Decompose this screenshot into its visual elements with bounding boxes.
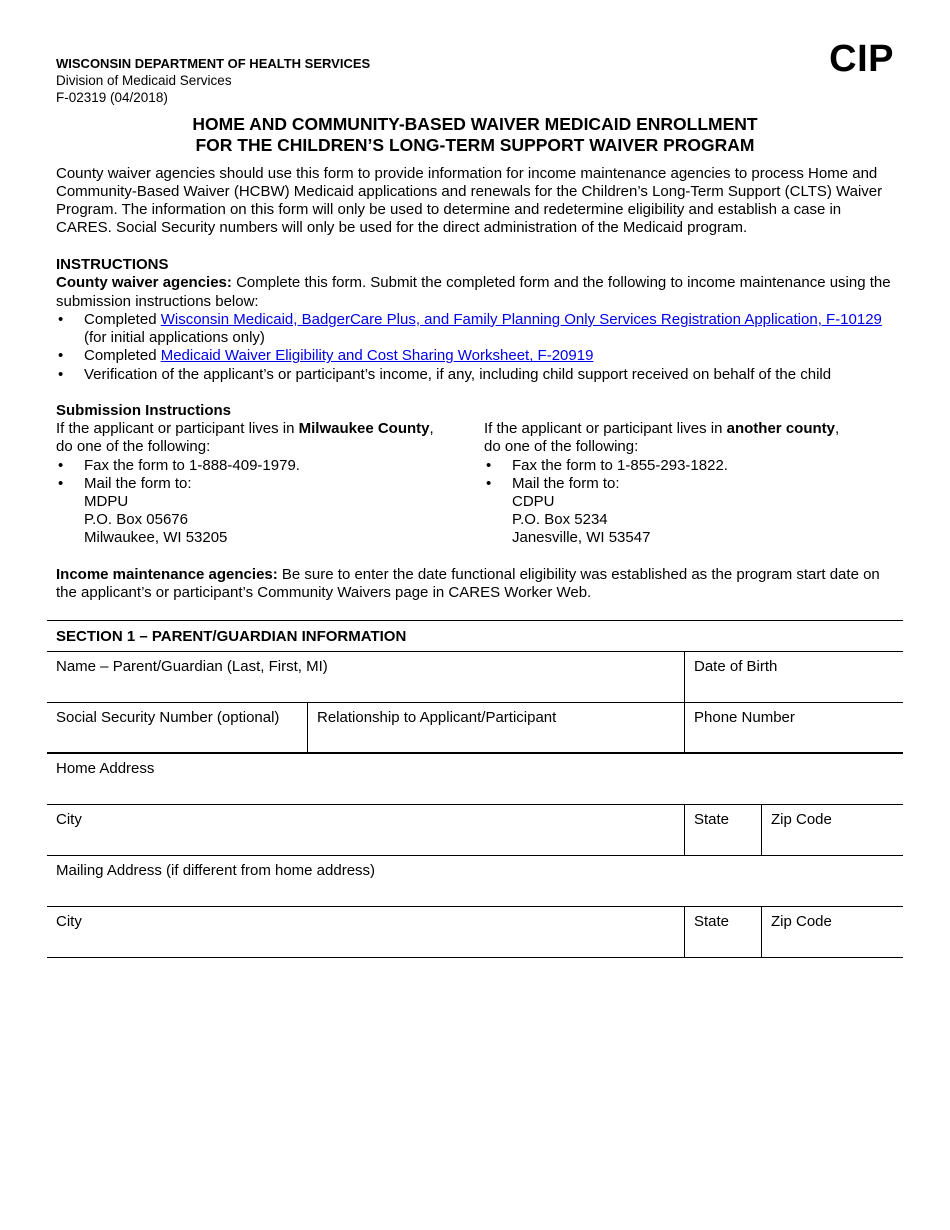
worksheet-link[interactable]: Medicaid Waiver Eligibility and Cost Sharing Worksheet, F-20919	[160, 347, 594, 365]
address-line: CDPU	[512, 493, 555, 511]
address-line: P.O. Box 5234	[512, 511, 608, 529]
list-item: • Fax the form to 1-855-293-1822.	[484, 457, 898, 475]
agency-name: WISCONSIN DEPARTMENT OF HEALTH SERVICES	[56, 56, 371, 71]
other-county-column	[484, 420, 898, 547]
form-code: CIP	[829, 38, 894, 80]
address-line: Milwaukee, WI 53205	[84, 529, 228, 547]
dob-field[interactable]	[685, 652, 903, 702]
name-field[interactable]	[47, 652, 685, 702]
address-line: Janesville, WI 53547	[512, 529, 651, 547]
ssn-field[interactable]	[47, 703, 308, 752]
city-field[interactable]	[47, 805, 685, 855]
field-label: Name – Parent/Guardian (Last, First, MI)	[56, 658, 328, 675]
form-row-mailing-city	[47, 907, 903, 958]
milwaukee-intro	[56, 420, 484, 438]
intro-suffix: ,	[429, 420, 434, 438]
item-prefix: Completed	[84, 310, 161, 328]
field-label: State	[694, 913, 730, 930]
form-header	[56, 55, 370, 106]
home-address-field[interactable]	[47, 754, 903, 804]
other-county-intro	[484, 420, 898, 438]
division-name: Division of Medicaid Services	[56, 73, 232, 88]
mailing-address-field[interactable]	[47, 856, 903, 906]
field-label: Relationship to Applicant/Participant	[317, 709, 557, 726]
intro-paragraph: County waiver agencies should use this form to provide information for income maintenance agencies to process Home and Community-Based Waiver (HCBW) Medicaid applications and renewals for the Children’s Long-Term Support (CLTS) Waiver Program. The information on this form will only be used to determine and redetermine eligibility and establish a case in CARES. Social Security numbers will only be used for the direct administration of the Medicaid program.	[56, 165, 883, 236]
instructions-heading: INSTRUCTIONS	[56, 256, 169, 273]
field-label: Home Address	[56, 760, 155, 777]
field-label: Social Security Number (optional)	[56, 709, 280, 726]
list-item: • Fax the form to 1-888-409-1979.	[56, 457, 484, 475]
milwaukee-column	[56, 420, 484, 547]
field-label: State	[694, 811, 730, 828]
income-text: Be sure to enter the date functional eligibility was established as the program start date on the applicant’s or participant’s Community Waivers page in CARES Worker Web.	[56, 566, 880, 601]
field-label: City	[56, 913, 82, 930]
item-suffix: (for initial applications only)	[84, 329, 265, 347]
field-label: City	[56, 811, 82, 828]
form-row-name	[47, 652, 903, 703]
field-label: Mailing Address (if different from home address)	[56, 862, 376, 879]
relationship-field[interactable]	[308, 703, 685, 752]
submission-instructions	[56, 402, 898, 548]
form-row-home-city	[47, 805, 903, 856]
instructions-lead	[56, 274, 898, 311]
instructions-list	[56, 311, 898, 384]
field-label: Phone Number	[694, 709, 795, 726]
mail-label: • Mail the form to:	[512, 474, 620, 492]
section-title: SECTION 1 – PARENT/GUARDIAN INFORMATION	[47, 620, 903, 652]
list-item	[56, 311, 898, 348]
title-line-1: HOME AND COMMUNITY-BASED WAIVER MEDICAID ENROLLMENT	[192, 114, 758, 134]
intro-bold: Milwaukee County	[298, 420, 430, 438]
state-field[interactable]	[685, 805, 762, 855]
field-label: Zip Code	[771, 913, 832, 930]
list-item: • Verification of the applicant’s or participant’s income, if any, including child support received on behalf of the child	[56, 366, 898, 384]
income-maintenance-note	[56, 566, 898, 602]
intro-prefix: If the applicant or participant lives in	[56, 420, 299, 438]
other-county-intro-line2: do one of the following:	[484, 438, 639, 456]
income-bold: Income maintenance agencies:	[56, 566, 278, 583]
address-line: P.O. Box 05676	[84, 511, 188, 529]
form-row-home-address	[47, 754, 903, 805]
mailing-zip-field[interactable]	[762, 907, 903, 957]
zip-field[interactable]	[762, 805, 903, 855]
submission-columns	[56, 420, 898, 547]
list-item	[484, 475, 898, 548]
lead-bold: County waiver agencies:	[56, 274, 232, 292]
mailing-city-field[interactable]	[47, 907, 685, 957]
title-line-2: FOR THE CHILDREN’S LONG-TERM SUPPORT WAIVER PROGRAM	[195, 135, 755, 155]
intro-prefix: If the applicant or participant lives in	[484, 420, 727, 438]
mail-label: • Mail the form to:	[84, 474, 192, 492]
milwaukee-intro-line2: do one of the following:	[56, 438, 211, 456]
item-prefix: Completed	[84, 347, 161, 365]
lead-text: Complete this form. Submit the completed form and the following to income maintenance using the submission instructions below:	[56, 274, 891, 310]
other-county-list	[484, 457, 898, 548]
instructions-block	[56, 256, 898, 384]
section-1-parent-guardian	[47, 620, 903, 958]
form-row-ssn	[47, 703, 903, 754]
intro-suffix: ,	[834, 420, 840, 438]
phone-field[interactable]	[685, 703, 903, 752]
address-line: MDPU	[84, 493, 129, 511]
field-label: Date of Birth	[694, 658, 778, 675]
intro-bold: another county	[726, 420, 835, 438]
field-label: Zip Code	[771, 811, 832, 828]
registration-application-link[interactable]: Wisconsin Medicaid, BadgerCare Plus, and Family Planning Only Services Registration Application, F-10129	[160, 310, 882, 328]
form-number: F-02319 (04/2018)	[56, 90, 168, 105]
list-item	[56, 475, 484, 548]
list-item	[56, 347, 898, 365]
mailing-state-field[interactable]	[685, 907, 762, 957]
form-row-mailing-address	[47, 856, 903, 907]
page-title	[0, 114, 950, 156]
milwaukee-list	[56, 457, 484, 548]
submission-heading: Submission Instructions	[56, 402, 232, 419]
